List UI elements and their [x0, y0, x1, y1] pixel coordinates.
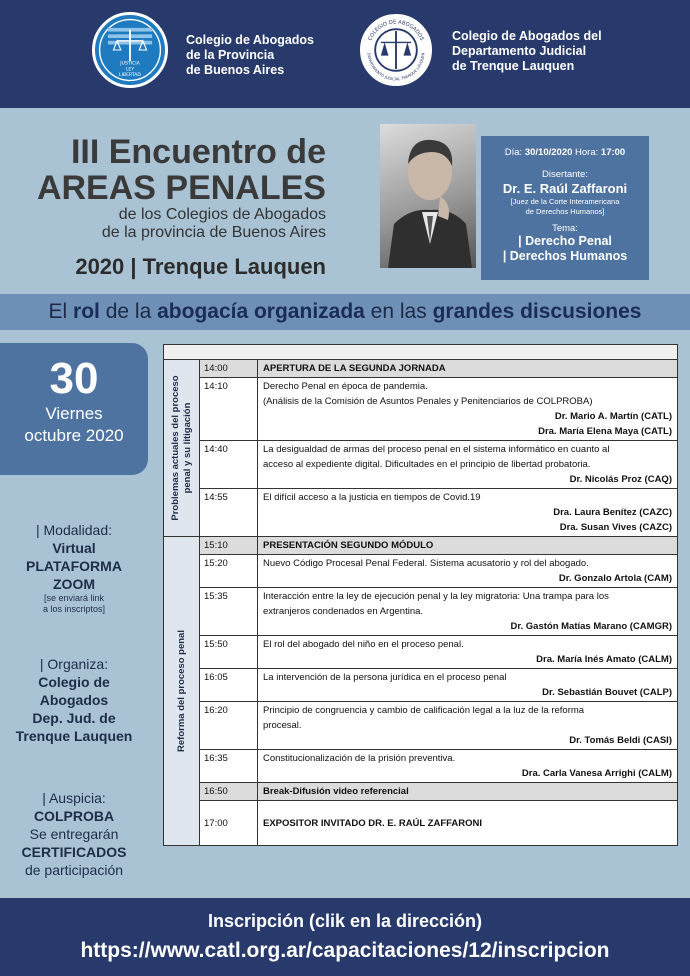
organiza-block — [0, 656, 148, 745]
logo1-text-2: LEY — [125, 67, 135, 73]
schedule-row — [200, 702, 677, 750]
schedule-topic-line: Principio de congruencia y cambio de calificación legal a la luz de la reforma — [263, 705, 585, 716]
slogan-part: en las — [364, 300, 433, 323]
schedule-speaker: Dr. Gonzalo Artola (CAM) — [558, 573, 672, 584]
schedule-topic-line: acceso al expediente digital. Dificultades en el principio de libertad probatoria. — [263, 459, 591, 470]
registration-link[interactable]: https://www.catl.org.ar/capacitaciones/12/inscripcion — [80, 939, 610, 962]
schedule-title: APERTURA DE LA SEGUNDA JORNADA — [263, 363, 446, 374]
speaker-label: Disertante: — [542, 169, 588, 180]
schedule-row — [200, 378, 677, 441]
schedule-row — [200, 801, 677, 845]
modalidad-label: | Modalidad: — [35, 522, 112, 538]
schedule-time: 15:20 — [200, 555, 258, 587]
schedule-content — [258, 441, 677, 488]
schedule-topic-line: procesal. — [263, 720, 302, 731]
schedule-speaker: Dra. Susan Vives (CAZC) — [559, 522, 672, 533]
org1-line: de la Provincia — [186, 48, 275, 62]
event-date-time — [481, 147, 649, 158]
schedule-speaker: Dr. Sebastián Bouvet (CALP) — [542, 687, 672, 698]
time-value: 17:00 — [600, 147, 626, 158]
schedule-row — [200, 750, 677, 783]
topic-1: | Derecho Penal — [518, 234, 612, 248]
topic-2: | Derechos Humanos — [502, 249, 628, 263]
schedule-row — [200, 588, 677, 636]
schedule-time: 15:10 — [200, 537, 258, 554]
org2-line: Departamento Judicial — [452, 44, 587, 58]
schedule-row — [200, 537, 677, 555]
colegio-trenque-lauquen-logo — [358, 12, 434, 88]
schedule-speaker: Dr. Tomás Beldi (CASI) — [569, 735, 672, 746]
schedule-topic-line: El difícil acceso a la justicia en tiempos de Covid.19 — [263, 492, 481, 503]
schedule-speaker: Dr. Gastón Matías Marano (CAMGR) — [510, 621, 672, 632]
schedule-content — [258, 360, 677, 377]
schedule-title: EXPOSITOR INVITADO DR. E. RAÚL ZAFFARONI — [263, 817, 483, 829]
section-1-label — [164, 360, 200, 536]
schedule-content — [258, 669, 677, 701]
event-title-line2: AREAS PENALES — [36, 169, 326, 207]
date-value: 30/10/2020 — [524, 147, 573, 158]
schedule-time: 16:50 — [200, 783, 258, 800]
modalidad-value: ZOOM — [53, 576, 95, 592]
schedule-row — [200, 636, 677, 669]
certificate-note: de participación — [24, 862, 124, 878]
schedule-content — [258, 702, 677, 749]
schedule-content — [258, 801, 677, 845]
schedule-topic-line: La intervención de la persona jurídica en el proceso penal — [263, 672, 507, 683]
auspicia-block — [0, 790, 148, 879]
schedule-speaker: Dra. Laura Benítez (CAZC) — [553, 507, 672, 518]
time-label: Hora: — [575, 147, 599, 158]
header — [0, 0, 690, 108]
speaker-role-line1: [Juez de la Corte Interamericana — [510, 197, 620, 206]
certificate-note: Se entregarán — [29, 826, 119, 842]
schedule-content — [258, 489, 677, 536]
modalidad-block — [0, 522, 148, 615]
schedule-topic-line: (Análisis de la Comisión de Asuntos Penales y Penitenciarios de COLPROBA) — [263, 396, 593, 407]
slogan-bold: abogacía organizada — [157, 300, 365, 323]
schedule-section-2 — [164, 537, 677, 845]
schedule-row — [200, 669, 677, 702]
speaker-photo — [380, 124, 476, 268]
section-2-label-text: Reforma del proceso penal — [175, 630, 187, 752]
event-year-place: 2020 | Trenque Lauquen — [75, 254, 326, 279]
colegio-provincia-logo — [92, 12, 168, 88]
schedule-title: PRESENTACIÓN SEGUNDO MÓDULO — [263, 540, 434, 551]
schedule-time: 14:10 — [200, 378, 258, 440]
logo1-text-3: LIBERTAD — [119, 72, 141, 78]
schedule-row — [200, 441, 677, 489]
event-info-box — [481, 136, 649, 280]
day-box — [0, 343, 148, 475]
schedule-speaker: Dr. Mario A. Martín (CATL) — [554, 411, 672, 422]
schedule-row — [200, 555, 677, 588]
auspicia-label: | Auspicia: — [42, 790, 106, 806]
logo1-text-1: JUSTICIA — [120, 61, 140, 67]
schedule-section-1 — [164, 360, 677, 537]
footer — [0, 898, 690, 976]
registration-label: Inscripción (clik en la dirección) — [207, 911, 483, 931]
organiza-value: Dep. Jud. de — [32, 710, 116, 726]
schedule-time: 16:35 — [200, 750, 258, 782]
schedule-time: 15:35 — [200, 588, 258, 635]
logo2-text-bottom: DEPARTAMENTO JUDICIAL TRENQUE LAUQUEN — [366, 52, 426, 82]
schedule-content — [258, 750, 677, 782]
certificate-value: CERTIFICADOS — [21, 844, 127, 860]
date-label: Día: — [504, 147, 523, 158]
schedule-topic-line: El rol del abogado del niño en el proceso penal. — [263, 639, 464, 650]
organiza-value: Abogados — [39, 692, 109, 708]
schedule-topic-line: extranjeros condenados en Argentina. — [263, 606, 424, 617]
section-2-label — [164, 537, 200, 845]
section-1-label-line: Problemas actuales del proceso — [169, 375, 181, 521]
modalidad-value: PLATAFORMA — [26, 558, 122, 574]
section-2-rows — [200, 537, 677, 845]
organiza-label: | Organiza: — [39, 656, 109, 672]
schedule-content — [258, 537, 677, 554]
org1-name — [186, 33, 314, 78]
modalidad-note: a los inscriptos] — [42, 604, 106, 614]
event-title-line1: III Encuentro de — [70, 133, 326, 171]
schedule-time: 15:50 — [200, 636, 258, 668]
slogan-bold: rol — [73, 300, 100, 323]
schedule-time: 17:00 — [200, 801, 258, 845]
schedule-speaker: Dra. María Elena Maya (CATL) — [538, 426, 672, 437]
schedule-speaker: Dr. Nicolás Proz (CAQ) — [569, 474, 672, 485]
org1-line: de Buenos Aires — [186, 63, 285, 77]
event-subtitle-line2: de la provincia de Buenos Aires — [101, 224, 326, 241]
schedule-content — [258, 378, 677, 440]
schedule-topic-line: Nuevo Código Procesal Penal Federal. Sistema acusatorio y rol del abogado. — [263, 558, 589, 569]
day-number: 30 — [49, 354, 99, 403]
schedule-content — [258, 588, 677, 635]
slogan-part: El — [48, 300, 74, 323]
day-name: Viernes — [45, 404, 103, 423]
schedule-time: 14:00 — [200, 360, 258, 377]
schedule-row — [200, 489, 677, 536]
schedule-topic-line: Derecho Penal en época de pandemia. — [263, 381, 428, 392]
schedule-table — [163, 344, 678, 846]
schedule-time: 16:05 — [200, 669, 258, 701]
organiza-value: Trenque Lauquen — [15, 728, 133, 744]
auspicia-value: COLPROBA — [33, 808, 115, 824]
schedule-content — [258, 555, 677, 587]
schedule-content — [258, 636, 677, 668]
org1-line: Colegio de Abogados — [186, 33, 315, 47]
schedule-topic-line: La desigualdad de armas del proceso penal en el sistema informático en cuanto al — [263, 444, 610, 455]
slogan-part: de la — [99, 300, 158, 323]
speaker-role-line2: de Derechos Humanos] — [525, 207, 605, 216]
schedule-row — [200, 360, 677, 378]
schedule-title: Break-Difusión video referencial — [263, 786, 409, 797]
org2-line: de Trenque Lauquen — [452, 59, 575, 73]
schedule-time: 14:55 — [200, 489, 258, 536]
org2-line: Colegio de Abogados del — [452, 29, 602, 43]
schedule-speaker: Dra. Carla Vanesa Arrighi (CALM) — [521, 768, 672, 779]
modalidad-value: Virtual — [52, 540, 96, 556]
event-subtitle-line1: de los Colegios de Abogados — [118, 206, 326, 223]
schedule-row — [200, 783, 677, 801]
topic-label: Tema: — [552, 223, 578, 234]
org2-name — [452, 29, 602, 74]
speaker-name: Dr. E. Raúl Zaffaroni — [502, 181, 628, 196]
schedule-speaker: Dra. María Inés Amato (CALM) — [536, 654, 672, 665]
schedule-content — [258, 783, 677, 800]
section-1-rows — [200, 360, 677, 536]
organiza-value: Colegio de — [38, 674, 110, 690]
schedule-time: 14:40 — [200, 441, 258, 488]
schedule-topic-line: Interacción entre la ley de ejecución penal y la ley migratoria: Una trampa para los — [263, 591, 609, 602]
schedule-topic-line: Constitucionalización de la prisión preventiva. — [263, 753, 456, 764]
modalidad-note: [se enviará link — [43, 593, 105, 603]
logo2-text-top: COLEGIO DE ABOGADOS — [367, 19, 425, 42]
day-month: octubre 2020 — [24, 426, 124, 445]
slogan-bold: grandes discusiones — [432, 300, 642, 323]
section-1-label-line: penal y su litigación — [181, 402, 193, 494]
slogan-banner — [0, 294, 690, 330]
schedule-header-row — [164, 345, 677, 360]
schedule-time: 16:20 — [200, 702, 258, 749]
